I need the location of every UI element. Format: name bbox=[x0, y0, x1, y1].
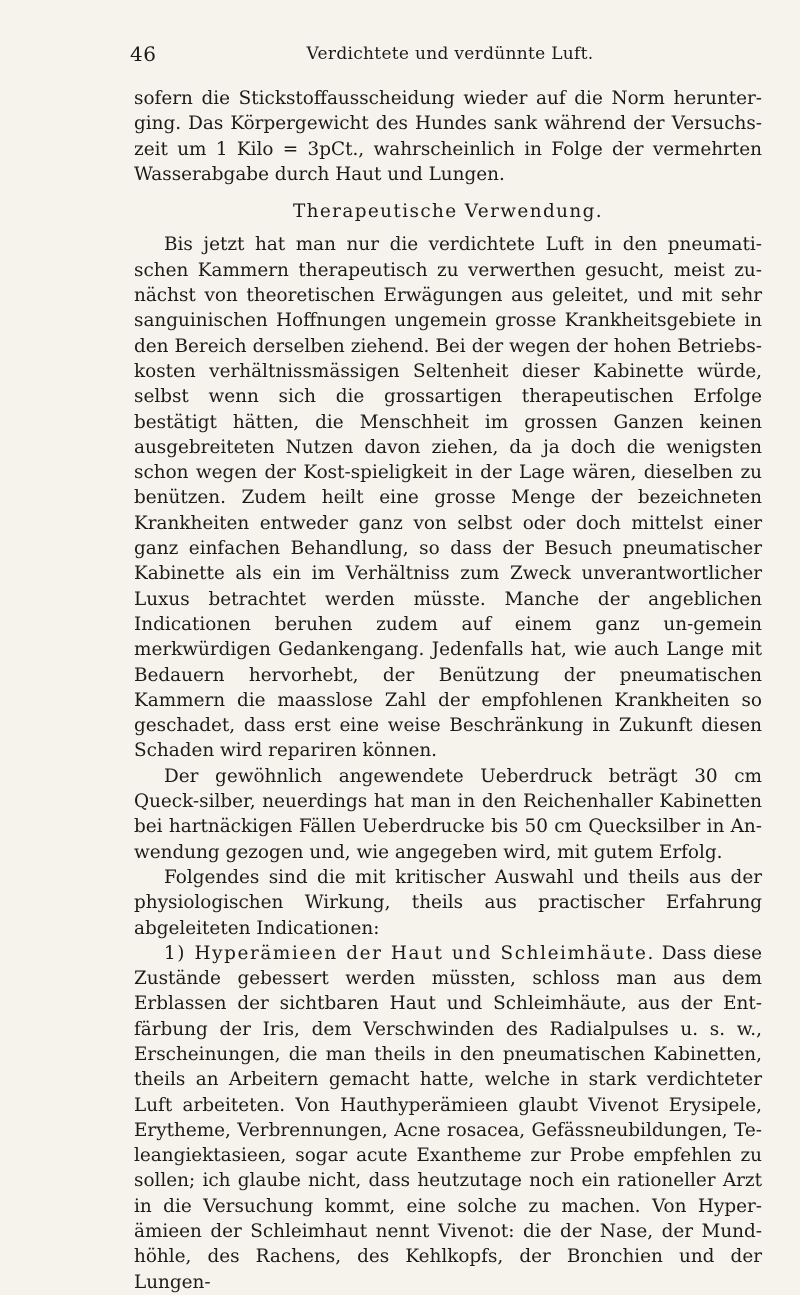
section-heading: Therapeutische Verwendung. bbox=[292, 201, 604, 223]
paragraph: Folgendes sind die mit kritischer Auswahl und theils aus der physiologischen Wirkung, theils aus practischer Erfahrung abgeleiteten Indicationen: bbox=[134, 866, 762, 939]
page-number: 46 bbox=[130, 42, 157, 66]
list-item-text: Dass diese Zustände gebessert werden müssten, schloss man aus dem Erblassen der sichtbaren Haut und Schleimhäute, aus der Ent-färbung der Iris, dem Verschwinden des Radialpulses u. s. w., Erscheinungen, die man theils in den pneumatischen Kabinetten, theils an Arbeitern gemacht hatte, welche in stark verdichteter Luft arbeiteten. Von Hauthyperämieen glaubt Vivenot Erysipele, Erytheme, Verbrennungen, Acne rosacea, Gefässneubildungen, Te-leangiektasieen, sogar acute Exantheme zur Probe empfehlen zu sollen; ich glaube nicht, dass heutzutage noch ein rationeller Arzt in die Versuchung kommt, eine solche zu machen. Von Hyper-ämieen der Schleimhaut nennt Vivenot: die der Nase, der Mund-höhle, des Rachens, des Kehlkopfs, der Bronchien und der Lungen- bbox=[134, 942, 762, 1293]
paragraph: Bis jetzt hat man nur die verdichtete Luft in den pneumati-schen Kammern therapeutisch zu verwerthen gesucht, meist zu-nächst von theoretischen Erwägungen aus geleitet, und mit sehr sanguinischen Hoffnungen ungemein grosse Krankheitsgebiete in den Bereich derselben ziehend. Bei der wegen der hohen Betriebs-kosten verhältnissmässigen Seltenheit dieser Kabinette würde, selbst wenn sich die grossartigen therapeutischen Erfolge bestätigt hätten, die Menschheit im grossen Ganzen keinen ausgebreiteten Nutzen davon ziehen, da ja doch die wenigsten schon wegen der Kost-spieligkeit in der Lage wären, dieselben zu benützen. Zudem heilt eine grosse Menge der bezeichneten Krankheiten entweder ganz von selbst oder doch mittelst einer ganz einfachen Behandlung, so dass der Besuch pneumatischer Kabinette als ein im Verhältniss zum Zweck unverantwortlicher Luxus betrachtet werden müsste. Manche der angeblichen Indicationen beruhen zudem auf einem ganz un-gemein merkwürdigen Gedankengang. Jedenfalls hat, wie auch Lange mit Bedauern hervorhebt, der Benützung der pneumatischen Kammern die maasslose Zahl der empfohlenen Krankheiten so geschadet, dass erst eine weise Beschränkung in Zukunft diesen Schaden wird repariren können. bbox=[134, 234, 762, 762]
list-item-label: 1) Hyperämieen der Haut und Schleimhäute. bbox=[164, 942, 655, 964]
paragraph: Der gewöhnlich angewendete Ueberdruck beträgt 30 cm Queck-silber, neuerdings hat man in den Reichenhaller Kabinetten bei hartnäckigen Fällen Ueberdrucke bis 50 cm Quecksilber in An-wendung gezogen und, wie angegeben wird, mit gutem Erfolg. bbox=[134, 765, 762, 863]
list-item bbox=[134, 941, 762, 1295]
page-header bbox=[130, 42, 770, 72]
page-body bbox=[134, 86, 762, 1295]
running-title: Verdichtete und verdünnte Luft. bbox=[306, 44, 594, 64]
paragraph-continuation: sofern die Stickstoffausscheidung wieder auf die Norm herunter-ging. Das Körpergewicht des Hundes sank während der Versuchs-zeit um 1 Kilo = 3pCt., wahrscheinlich in Folge der vermehrten Wasserabgabe durch Haut und Lungen. bbox=[134, 88, 762, 185]
